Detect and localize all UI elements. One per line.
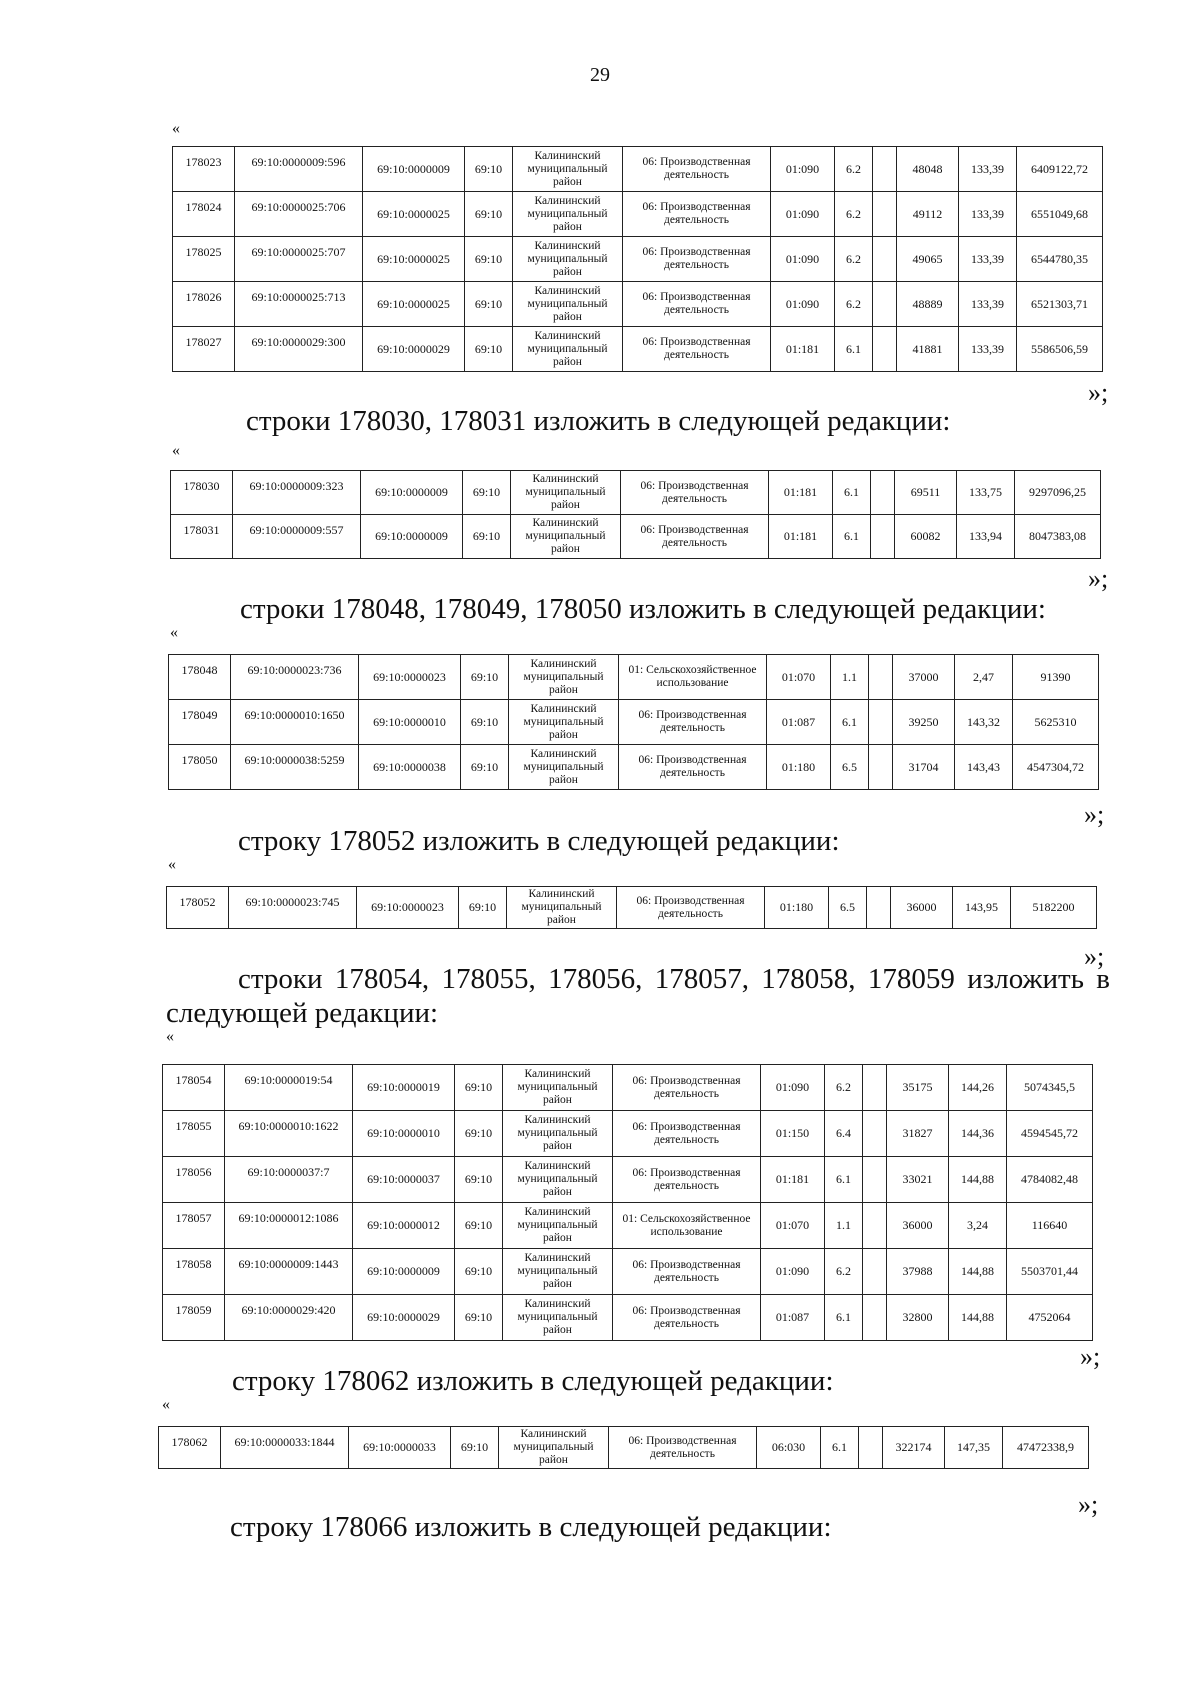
cell-activity-group: 01: Сельскохозяйственное использование bbox=[613, 1203, 761, 1249]
cell-row-id: 178059 bbox=[163, 1295, 225, 1341]
cell-cadastral-number: 69:10:0000023:745 bbox=[229, 887, 357, 929]
cell-rate: 144,88 bbox=[949, 1295, 1007, 1341]
cell-municipality: Калининский муниципальный район bbox=[509, 745, 619, 790]
cell-rate: 143,43 bbox=[955, 745, 1013, 790]
cell-area: 32800 bbox=[887, 1295, 949, 1341]
cell-blank bbox=[859, 1427, 883, 1469]
close-quote: »; bbox=[1088, 378, 1109, 407]
cell-district-code: 69:10 bbox=[465, 237, 513, 282]
cell-cadastral-number: 69:10:0000025:707 bbox=[235, 237, 363, 282]
cell-cadastral-number: 69:10:0000019:54 bbox=[225, 1065, 353, 1111]
cell-subgroup: 6.1 bbox=[821, 1427, 859, 1469]
cell-use-code: 01:180 bbox=[765, 887, 829, 929]
cell-rate: 144,88 bbox=[949, 1249, 1007, 1295]
cell-cadastral-quarter: 69:10:0000023 bbox=[359, 655, 461, 700]
registry-table bbox=[168, 654, 1099, 790]
cell-cadastral-value: 91390 bbox=[1013, 655, 1099, 700]
cell-cadastral-number: 69:10:0000038:5259 bbox=[231, 745, 359, 790]
table-row bbox=[171, 515, 1101, 559]
table-row bbox=[167, 887, 1097, 929]
cell-area: 60082 bbox=[895, 515, 957, 559]
table-row bbox=[173, 237, 1103, 282]
cell-cadastral-number: 69:10:0000009:557 bbox=[233, 515, 361, 559]
cell-district-code: 69:10 bbox=[461, 700, 509, 745]
cell-cadastral-quarter: 69:10:0000025 bbox=[363, 192, 465, 237]
cell-area: 41881 bbox=[897, 327, 959, 372]
cell-district-code: 69:10 bbox=[455, 1295, 503, 1341]
cell-row-id: 178026 bbox=[173, 282, 235, 327]
cell-subgroup: 6.5 bbox=[829, 887, 867, 929]
cell-cadastral-number: 69:10:0000009:596 bbox=[235, 147, 363, 192]
cell-cadastral-number: 69:10:0000010:1650 bbox=[231, 700, 359, 745]
table-row bbox=[163, 1295, 1093, 1341]
cell-use-code: 01:181 bbox=[769, 515, 833, 559]
registry-table bbox=[166, 886, 1097, 929]
cell-municipality: Калининский муниципальный район bbox=[513, 237, 623, 282]
cell-cadastral-value: 116640 bbox=[1007, 1203, 1093, 1249]
cell-rate: 133,75 bbox=[957, 471, 1015, 515]
cell-row-id: 178030 bbox=[171, 471, 233, 515]
cell-rate: 3,24 bbox=[949, 1203, 1007, 1249]
cell-activity-group: 06: Производственная деятельность bbox=[623, 282, 771, 327]
cell-row-id: 178057 bbox=[163, 1203, 225, 1249]
cell-use-code: 01:090 bbox=[771, 237, 835, 282]
cell-area: 31827 bbox=[887, 1111, 949, 1157]
cell-row-id: 178049 bbox=[169, 700, 231, 745]
cell-cadastral-quarter: 69:10:0000019 bbox=[353, 1065, 455, 1111]
cell-blank bbox=[867, 887, 891, 929]
registry-table bbox=[162, 1064, 1093, 1341]
cell-municipality: Калининский муниципальный район bbox=[509, 655, 619, 700]
cell-cadastral-value: 6521303,71 bbox=[1017, 282, 1103, 327]
cell-cadastral-value: 9297096,25 bbox=[1015, 471, 1101, 515]
cell-activity-group: 06: Производственная деятельность bbox=[623, 147, 771, 192]
cell-area: 48048 bbox=[897, 147, 959, 192]
table-row bbox=[173, 192, 1103, 237]
open-quote: « bbox=[172, 442, 180, 459]
cell-rate: 144,26 bbox=[949, 1065, 1007, 1111]
registry-table bbox=[172, 146, 1103, 372]
cell-subgroup: 6.1 bbox=[833, 471, 871, 515]
cell-rate: 133,39 bbox=[959, 282, 1017, 327]
registry-table-grid bbox=[168, 654, 1099, 790]
cell-rate: 147,35 bbox=[945, 1427, 1003, 1469]
open-quote: « bbox=[168, 856, 176, 873]
cell-use-code: 01:181 bbox=[761, 1157, 825, 1203]
cell-municipality: Калининский муниципальный район bbox=[513, 147, 623, 192]
cell-blank bbox=[863, 1111, 887, 1157]
cell-subgroup: 1.1 bbox=[825, 1203, 863, 1249]
open-quote: « bbox=[170, 624, 178, 641]
registry-table-grid bbox=[166, 886, 1097, 929]
cell-cadastral-value: 5074345,5 bbox=[1007, 1065, 1093, 1111]
cell-blank bbox=[873, 147, 897, 192]
cell-cadastral-number: 69:10:0000029:300 bbox=[235, 327, 363, 372]
cell-cadastral-value: 4594545,72 bbox=[1007, 1111, 1093, 1157]
cell-activity-group: 06: Производственная деятельность bbox=[613, 1065, 761, 1111]
cell-subgroup: 6.2 bbox=[825, 1249, 863, 1295]
cell-cadastral-number: 69:10:0000023:736 bbox=[231, 655, 359, 700]
cell-use-code: 01:090 bbox=[771, 282, 835, 327]
cell-use-code: 01:087 bbox=[761, 1295, 825, 1341]
cell-area: 322174 bbox=[883, 1427, 945, 1469]
cell-row-id: 178031 bbox=[171, 515, 233, 559]
cell-activity-group: 06: Производственная деятельность bbox=[619, 745, 767, 790]
cell-district-code: 69:10 bbox=[461, 745, 509, 790]
cell-district-code: 69:10 bbox=[455, 1249, 503, 1295]
section-heading: строки 178030, 178031 изложить в следующей редакции: bbox=[246, 405, 951, 437]
table-row bbox=[169, 745, 1099, 790]
cell-subgroup: 6.1 bbox=[835, 327, 873, 372]
cell-rate: 143,32 bbox=[955, 700, 1013, 745]
close-quote: »; bbox=[1080, 1342, 1101, 1371]
cell-area: 48889 bbox=[897, 282, 959, 327]
cell-use-code: 01:181 bbox=[769, 471, 833, 515]
cell-cadastral-number: 69:10:0000009:1443 bbox=[225, 1249, 353, 1295]
cell-use-code: 01:070 bbox=[761, 1203, 825, 1249]
registry-table-grid bbox=[162, 1064, 1093, 1341]
cell-cadastral-quarter: 69:10:0000010 bbox=[353, 1111, 455, 1157]
cell-blank bbox=[869, 655, 893, 700]
cell-row-id: 178050 bbox=[169, 745, 231, 790]
cell-blank bbox=[873, 192, 897, 237]
cell-subgroup: 6.2 bbox=[835, 237, 873, 282]
cell-row-id: 178024 bbox=[173, 192, 235, 237]
cell-row-id: 178056 bbox=[163, 1157, 225, 1203]
cell-municipality: Калининский муниципальный район bbox=[513, 327, 623, 372]
cell-use-code: 01:180 bbox=[767, 745, 831, 790]
close-quote: »; bbox=[1078, 1490, 1099, 1519]
cell-activity-group: 06: Производственная деятельность bbox=[613, 1295, 761, 1341]
cell-subgroup: 1.1 bbox=[831, 655, 869, 700]
cell-activity-group: 06: Производственная деятельность bbox=[621, 471, 769, 515]
cell-blank bbox=[869, 700, 893, 745]
cell-cadastral-quarter: 69:10:0000010 bbox=[359, 700, 461, 745]
cell-blank bbox=[871, 471, 895, 515]
section-heading: строку 178066 изложить в следующей редакции: bbox=[230, 1511, 832, 1543]
table-row bbox=[173, 282, 1103, 327]
cell-blank bbox=[863, 1157, 887, 1203]
cell-use-code: 01:087 bbox=[767, 700, 831, 745]
cell-activity-group: 06: Производственная деятельность bbox=[617, 887, 765, 929]
cell-municipality: Калининский муниципальный район bbox=[513, 282, 623, 327]
registry-table bbox=[170, 470, 1101, 559]
cell-area: 36000 bbox=[891, 887, 953, 929]
cell-municipality: Калининский муниципальный район bbox=[509, 700, 619, 745]
cell-area: 37988 bbox=[887, 1249, 949, 1295]
cell-municipality: Калининский муниципальный район bbox=[507, 887, 617, 929]
cell-cadastral-value: 5625310 bbox=[1013, 700, 1099, 745]
cell-blank bbox=[873, 237, 897, 282]
cell-cadastral-number: 69:10:0000025:713 bbox=[235, 282, 363, 327]
cell-cadastral-value: 5182200 bbox=[1011, 887, 1097, 929]
cell-municipality: Калининский муниципальный район bbox=[499, 1427, 609, 1469]
cell-use-code: 01:181 bbox=[771, 327, 835, 372]
cell-subgroup: 6.5 bbox=[831, 745, 869, 790]
cell-district-code: 69:10 bbox=[463, 471, 511, 515]
cell-district-code: 69:10 bbox=[455, 1065, 503, 1111]
cell-rate: 133,39 bbox=[959, 147, 1017, 192]
cell-row-id: 178055 bbox=[163, 1111, 225, 1157]
close-quote: »; bbox=[1084, 942, 1105, 971]
cell-use-code: 01:090 bbox=[771, 147, 835, 192]
cell-use-code: 01:090 bbox=[761, 1249, 825, 1295]
table-row bbox=[163, 1249, 1093, 1295]
registry-table-grid bbox=[158, 1426, 1089, 1469]
cell-area: 37000 bbox=[893, 655, 955, 700]
cell-activity-group: 01: Сельскохозяйственное использование bbox=[619, 655, 767, 700]
close-quote: »; bbox=[1088, 564, 1109, 593]
cell-blank bbox=[863, 1249, 887, 1295]
cell-row-id: 178054 bbox=[163, 1065, 225, 1111]
cell-cadastral-number: 69:10:0000025:706 bbox=[235, 192, 363, 237]
cell-cadastral-quarter: 69:10:0000023 bbox=[357, 887, 459, 929]
cell-cadastral-quarter: 69:10:0000038 bbox=[359, 745, 461, 790]
cell-subgroup: 6.1 bbox=[833, 515, 871, 559]
cell-subgroup: 6.2 bbox=[835, 282, 873, 327]
cell-use-code: 01:150 bbox=[761, 1111, 825, 1157]
cell-cadastral-value: 8047383,08 bbox=[1015, 515, 1101, 559]
section-heading: строку 178052 изложить в следующей редакции: bbox=[238, 825, 840, 857]
cell-area: 33021 bbox=[887, 1157, 949, 1203]
cell-use-code: 01:090 bbox=[761, 1065, 825, 1111]
cell-activity-group: 06: Производственная деятельность bbox=[621, 515, 769, 559]
cell-use-code: 06:030 bbox=[757, 1427, 821, 1469]
cell-district-code: 69:10 bbox=[451, 1427, 499, 1469]
cell-district-code: 69:10 bbox=[465, 327, 513, 372]
cell-subgroup: 6.1 bbox=[825, 1157, 863, 1203]
cell-use-code: 01:070 bbox=[767, 655, 831, 700]
cell-cadastral-quarter: 69:10:0000029 bbox=[353, 1295, 455, 1341]
cell-municipality: Калининский муниципальный район bbox=[511, 515, 621, 559]
cell-cadastral-quarter: 69:10:0000012 bbox=[353, 1203, 455, 1249]
table-row bbox=[159, 1427, 1089, 1469]
table-row bbox=[163, 1111, 1093, 1157]
cell-activity-group: 06: Производственная деятельность bbox=[619, 700, 767, 745]
cell-municipality: Калининский муниципальный район bbox=[503, 1111, 613, 1157]
cell-municipality: Калининский муниципальный район bbox=[503, 1249, 613, 1295]
cell-district-code: 69:10 bbox=[455, 1157, 503, 1203]
open-quote: « bbox=[166, 1028, 174, 1045]
cell-cadastral-number: 69:10:0000029:420 bbox=[225, 1295, 353, 1341]
cell-cadastral-number: 69:10:0000009:323 bbox=[233, 471, 361, 515]
cell-cadastral-quarter: 69:10:0000033 bbox=[349, 1427, 451, 1469]
cell-row-id: 178052 bbox=[167, 887, 229, 929]
cell-row-id: 178058 bbox=[163, 1249, 225, 1295]
cell-row-id: 178025 bbox=[173, 237, 235, 282]
cell-cadastral-quarter: 69:10:0000025 bbox=[363, 237, 465, 282]
table-row bbox=[171, 471, 1101, 515]
cell-cadastral-value: 4784082,48 bbox=[1007, 1157, 1093, 1203]
cell-district-code: 69:10 bbox=[455, 1203, 503, 1249]
open-quote: « bbox=[162, 1396, 170, 1413]
cell-cadastral-value: 47472338,9 bbox=[1003, 1427, 1089, 1469]
cell-activity-group: 06: Производственная деятельность bbox=[623, 192, 771, 237]
cell-rate: 2,47 bbox=[955, 655, 1013, 700]
cell-blank bbox=[873, 327, 897, 372]
registry-table-grid bbox=[170, 470, 1101, 559]
cell-cadastral-number: 69:10:0000010:1622 bbox=[225, 1111, 353, 1157]
cell-district-code: 69:10 bbox=[461, 655, 509, 700]
cell-cadastral-quarter: 69:10:0000009 bbox=[353, 1249, 455, 1295]
registry-table-grid bbox=[172, 146, 1103, 372]
cell-area: 36000 bbox=[887, 1203, 949, 1249]
table-row bbox=[173, 327, 1103, 372]
cell-municipality: Калининский муниципальный район bbox=[503, 1065, 613, 1111]
cell-rate: 133,39 bbox=[959, 192, 1017, 237]
cell-rate: 133,94 bbox=[957, 515, 1015, 559]
cell-subgroup: 6.2 bbox=[835, 147, 873, 192]
cell-rate: 133,39 bbox=[959, 327, 1017, 372]
cell-cadastral-value: 6551049,68 bbox=[1017, 192, 1103, 237]
cell-rate: 144,36 bbox=[949, 1111, 1007, 1157]
cell-rate: 133,39 bbox=[959, 237, 1017, 282]
cell-district-code: 69:10 bbox=[459, 887, 507, 929]
cell-cadastral-quarter: 69:10:0000009 bbox=[361, 515, 463, 559]
cell-rate: 144,88 bbox=[949, 1157, 1007, 1203]
cell-cadastral-value: 4547304,72 bbox=[1013, 745, 1099, 790]
cell-activity-group: 06: Производственная деятельность bbox=[623, 237, 771, 282]
cell-blank bbox=[863, 1203, 887, 1249]
section-heading: строки 178054, 178055, 178056, 178057, 178058, 178059 изложить в следующей редакции: bbox=[166, 963, 1110, 1029]
open-quote: « bbox=[172, 120, 180, 137]
cell-area: 69511 bbox=[895, 471, 957, 515]
cell-subgroup: 6.1 bbox=[831, 700, 869, 745]
cell-district-code: 69:10 bbox=[463, 515, 511, 559]
registry-table bbox=[158, 1426, 1089, 1469]
cell-activity-group: 06: Производственная деятельность bbox=[613, 1249, 761, 1295]
cell-blank bbox=[873, 282, 897, 327]
cell-cadastral-value: 4752064 bbox=[1007, 1295, 1093, 1341]
cell-municipality: Калининский муниципальный район bbox=[503, 1203, 613, 1249]
table-row bbox=[169, 655, 1099, 700]
cell-municipality: Калининский муниципальный район bbox=[513, 192, 623, 237]
cell-cadastral-value: 5586506,59 bbox=[1017, 327, 1103, 372]
cell-district-code: 69:10 bbox=[465, 147, 513, 192]
cell-activity-group: 06: Производственная деятельность bbox=[613, 1157, 761, 1203]
table-row bbox=[169, 700, 1099, 745]
table-row bbox=[163, 1065, 1093, 1111]
cell-cadastral-quarter: 69:10:0000037 bbox=[353, 1157, 455, 1203]
section-heading: строки 178048, 178049, 178050 изложить в следующей редакции: bbox=[240, 593, 1046, 625]
cell-activity-group: 06: Производственная деятельность bbox=[613, 1111, 761, 1157]
cell-blank bbox=[863, 1065, 887, 1111]
cell-area: 39250 bbox=[893, 700, 955, 745]
cell-row-id: 178027 bbox=[173, 327, 235, 372]
cell-cadastral-number: 69:10:0000012:1086 bbox=[225, 1203, 353, 1249]
cell-activity-group: 06: Производственная деятельность bbox=[623, 327, 771, 372]
cell-cadastral-value: 6409122,72 bbox=[1017, 147, 1103, 192]
cell-row-id: 178023 bbox=[173, 147, 235, 192]
page-number: 29 bbox=[590, 64, 610, 86]
cell-area: 49065 bbox=[897, 237, 959, 282]
cell-cadastral-quarter: 69:10:0000009 bbox=[361, 471, 463, 515]
cell-district-code: 69:10 bbox=[465, 192, 513, 237]
cell-blank bbox=[863, 1295, 887, 1341]
cell-blank bbox=[869, 745, 893, 790]
cell-municipality: Калининский муниципальный район bbox=[503, 1157, 613, 1203]
cell-municipality: Калининский муниципальный район bbox=[511, 471, 621, 515]
table-row bbox=[163, 1203, 1093, 1249]
table-row bbox=[173, 147, 1103, 192]
cell-cadastral-number: 69:10:0000033:1844 bbox=[221, 1427, 349, 1469]
table-row bbox=[163, 1157, 1093, 1203]
cell-district-code: 69:10 bbox=[465, 282, 513, 327]
cell-cadastral-value: 5503701,44 bbox=[1007, 1249, 1093, 1295]
cell-cadastral-quarter: 69:10:0000029 bbox=[363, 327, 465, 372]
cell-cadastral-quarter: 69:10:0000025 bbox=[363, 282, 465, 327]
cell-district-code: 69:10 bbox=[455, 1111, 503, 1157]
cell-blank bbox=[871, 515, 895, 559]
cell-area: 31704 bbox=[893, 745, 955, 790]
cell-subgroup: 6.1 bbox=[825, 1295, 863, 1341]
cell-subgroup: 6.4 bbox=[825, 1111, 863, 1157]
cell-cadastral-number: 69:10:0000037:7 bbox=[225, 1157, 353, 1203]
cell-rate: 143,95 bbox=[953, 887, 1011, 929]
section-heading: строку 178062 изложить в следующей редакции: bbox=[232, 1365, 834, 1397]
cell-area: 35175 bbox=[887, 1065, 949, 1111]
cell-cadastral-quarter: 69:10:0000009 bbox=[363, 147, 465, 192]
cell-row-id: 178048 bbox=[169, 655, 231, 700]
cell-row-id: 178062 bbox=[159, 1427, 221, 1469]
cell-subgroup: 6.2 bbox=[825, 1065, 863, 1111]
cell-cadastral-value: 6544780,35 bbox=[1017, 237, 1103, 282]
close-quote: »; bbox=[1084, 800, 1105, 829]
cell-use-code: 01:090 bbox=[771, 192, 835, 237]
cell-subgroup: 6.2 bbox=[835, 192, 873, 237]
cell-area: 49112 bbox=[897, 192, 959, 237]
cell-municipality: Калининский муниципальный район bbox=[503, 1295, 613, 1341]
cell-activity-group: 06: Производственная деятельность bbox=[609, 1427, 757, 1469]
